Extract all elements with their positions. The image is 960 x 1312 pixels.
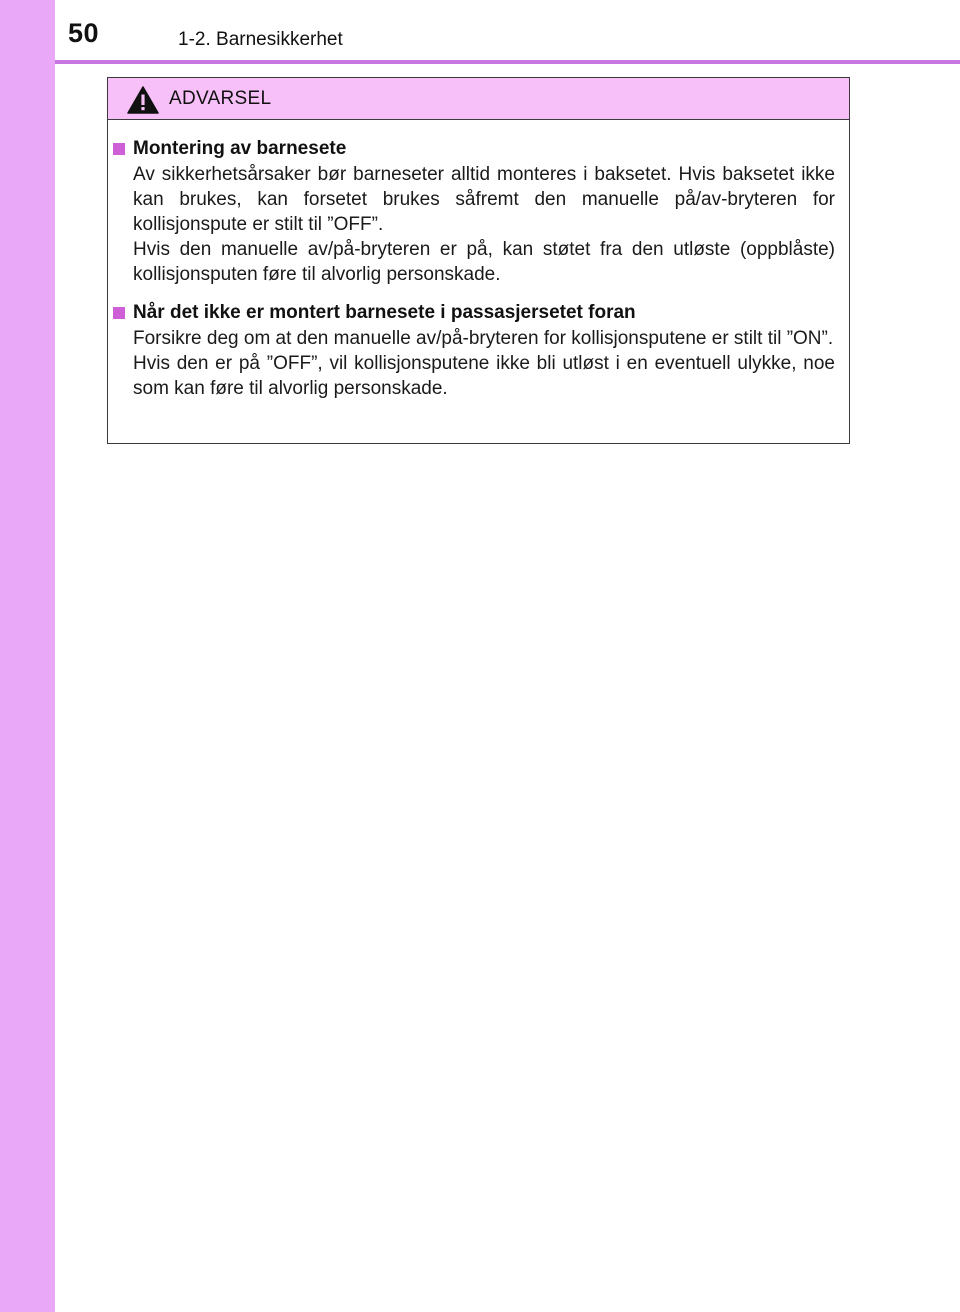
warning-header — [108, 78, 849, 120]
side-color-band — [0, 0, 55, 1312]
square-bullet-icon — [113, 307, 125, 319]
section-title: 1-2. Barnesikkerhet — [178, 29, 343, 50]
item-title: Montering av barnesete — [133, 138, 347, 159]
warning-triangle-icon — [127, 86, 159, 114]
item-paragraph: Hvis den manuelle av/på-bryteren er på, kan støtet fra den utløste (oppblåste) kollisjonsputen føre til alvorlig personskade. — [133, 239, 835, 285]
item-paragraph: Forsikre deg om at den manuelle av/på-bryteren for kollisjonsputene er stilt til ”ON”. — [133, 328, 834, 349]
warning-box — [107, 77, 850, 444]
item-heading — [113, 300, 835, 326]
warning-label: ADVARSEL — [169, 88, 272, 109]
item-paragraph: Hvis den er på ”OFF”, vil kollisjonsputene ikke bli utløst i en eventuell ulykke, noe som kan føre til alvorlig personskade. — [133, 353, 835, 399]
header-divider — [55, 60, 960, 64]
item-paragraph: Av sikkerhetsårsaker bør barneseter alltid monteres i baksetet. Hvis baksetet ikke kan brukes, kan forsetet brukes såfremt den manuelle på/av-bryteren for kollisjonspute er stilt til ”OFF”. — [133, 164, 835, 235]
warning-item-child-seat — [113, 136, 835, 287]
warning-body — [108, 120, 849, 401]
item-heading — [113, 136, 835, 162]
warning-item-no-child-seat — [113, 300, 835, 401]
item-title: Når det ikke er montert barnesete i passasjersetet foran — [133, 302, 636, 323]
square-bullet-icon — [113, 143, 125, 155]
page-number: 50 — [68, 18, 100, 48]
